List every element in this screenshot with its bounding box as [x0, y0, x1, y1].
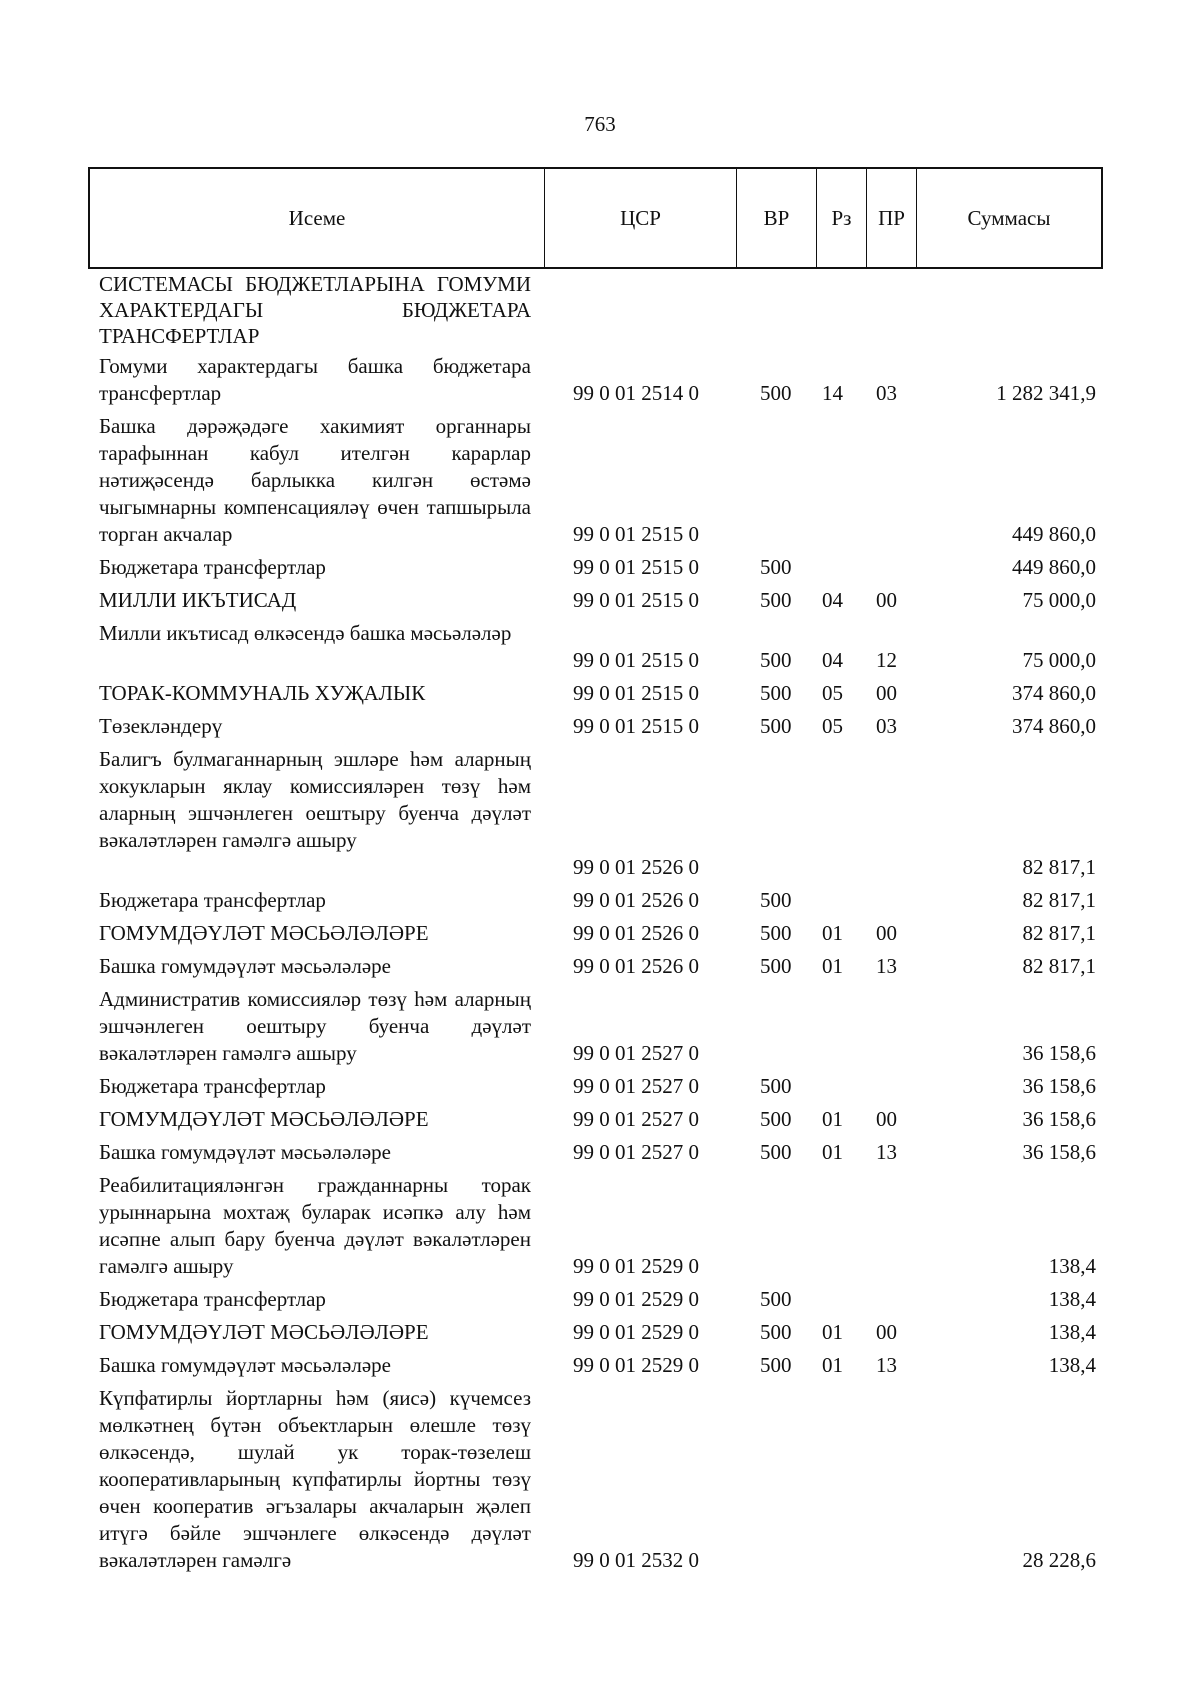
row-csr: 99 0 01 2529 0 — [573, 1287, 699, 1311]
table-row — [0, 1073, 1200, 1100]
row-pr: 00 — [876, 1320, 897, 1344]
table-header — [88, 167, 1103, 269]
row-pr: 00 — [876, 681, 897, 705]
row-name: СИСТЕМАСЫ БЮДЖЕТЛАРЫНА ГОМУМИ ХАРАКТЕРДАГЫ БЮДЖЕТАРА ТРАНСФЕРТЛАР — [99, 272, 531, 348]
row-name: Башка дәрәҗәдәге хакимият органнары тарафыннан кабул ителгән карарлар нәтиҗәсендә барлыкка килгән өстәмә чыгымнарны компенсацияләү өчен тапшырыла торган акчалар — [99, 414, 531, 546]
row-sum: 138,4 — [1048, 1254, 1096, 1278]
row-sum: 28 228,6 — [1022, 1548, 1096, 1572]
row-csr: 99 0 01 2529 0 — [573, 1320, 699, 1344]
row-sum: 138,4 — [1048, 1287, 1096, 1311]
row-csr: 99 0 01 2515 0 — [573, 522, 699, 546]
row-csr: 99 0 01 2527 0 — [573, 1041, 699, 1065]
row-pr: 00 — [876, 1107, 897, 1131]
row-vr: 500 — [760, 648, 792, 672]
row-sum: 36 158,6 — [1022, 1140, 1096, 1164]
row-sum: 374 860,0 — [1012, 681, 1096, 705]
table-row — [0, 554, 1200, 581]
row-name: Башка гомумдәүләт мәсьәләләре — [99, 1140, 391, 1164]
row-vr: 500 — [760, 1140, 792, 1164]
row-pr: 00 — [876, 921, 897, 945]
table-row — [0, 986, 1200, 1067]
table-row — [0, 1352, 1200, 1379]
row-vr: 500 — [760, 714, 792, 738]
table-row — [0, 620, 1200, 674]
row-sum: 82 817,1 — [1022, 888, 1096, 912]
row-pr: 13 — [876, 954, 897, 978]
table-row — [0, 1286, 1200, 1313]
row-csr: 99 0 01 2527 0 — [573, 1140, 699, 1164]
row-vr: 500 — [760, 588, 792, 612]
row-sum: 138,4 — [1048, 1320, 1096, 1344]
row-csr: 99 0 01 2515 0 — [573, 555, 699, 579]
table-row — [0, 353, 1200, 407]
row-name: ТОРАК-КОММУНАЛЬ ХУҖАЛЫК — [99, 681, 426, 705]
row-pr: 12 — [876, 648, 897, 672]
row-sum: 1 282 341,9 — [996, 381, 1096, 405]
row-sum: 36 158,6 — [1022, 1074, 1096, 1098]
row-name: Башка гомумдәүләт мәсьәләләре — [99, 954, 391, 978]
row-csr: 99 0 01 2529 0 — [573, 1254, 699, 1278]
row-csr: 99 0 01 2529 0 — [573, 1353, 699, 1377]
header-pr: ПР — [867, 169, 917, 267]
row-name: Милли икътисад өлкәсендә башка мәсьәләләр — [99, 621, 512, 645]
row-pr: 00 — [876, 588, 897, 612]
row-vr: 500 — [760, 888, 792, 912]
row-sum: 374 860,0 — [1012, 714, 1096, 738]
row-csr: 99 0 01 2526 0 — [573, 855, 699, 879]
row-name: МИЛЛИ ИКЪТИСАД — [99, 588, 297, 612]
row-name: Башка гомумдәүләт мәсьәләләре — [99, 1353, 391, 1377]
header-vr: ВР — [737, 169, 817, 267]
row-rz: 01 — [822, 954, 843, 978]
row-name: ГОМУМДӘҮЛӘТ МӘСЬӘЛӘЛӘРЕ — [99, 1320, 429, 1344]
table-row — [0, 713, 1200, 740]
row-csr: 99 0 01 2515 0 — [573, 681, 699, 705]
row-name: Бюджетара трансфертлар — [99, 1287, 326, 1311]
row-name: Административ комиссияләр төзү һәм аларның эшчәнлеген оештыру буенча дәүләт вәкаләтләрен гамәлгә ашыру — [99, 987, 531, 1065]
table-row — [0, 1106, 1200, 1133]
row-vr: 500 — [760, 1074, 792, 1098]
table-row — [0, 1319, 1200, 1346]
row-csr: 99 0 01 2515 0 — [573, 588, 699, 612]
row-sum: 82 817,1 — [1022, 921, 1096, 945]
row-csr: 99 0 01 2526 0 — [573, 954, 699, 978]
row-name: Бюджетара трансфертлар — [99, 888, 326, 912]
page-number: 763 — [584, 112, 616, 136]
row-rz: 01 — [822, 921, 843, 945]
row-csr: 99 0 01 2526 0 — [573, 888, 699, 912]
row-pr: 03 — [876, 714, 897, 738]
header-name: Исеме — [90, 169, 545, 267]
table-body — [0, 271, 1200, 1580]
row-sum: 36 158,6 — [1022, 1107, 1096, 1131]
header-sum: Суммасы — [967, 205, 1051, 230]
row-csr: 99 0 01 2532 0 — [573, 1548, 699, 1572]
row-sum: 36 158,6 — [1022, 1041, 1096, 1065]
table-row — [0, 746, 1200, 881]
row-name: Реабилитацияләнгән гражданнарны торак урыннарына мохтаҗ буларак исәпкә алу һәм исәпне алып бару буенча дәүләт вәкаләтләрен гамәлгә ашыру — [99, 1173, 531, 1278]
row-vr: 500 — [760, 681, 792, 705]
row-rz: 01 — [822, 1107, 843, 1131]
row-rz: 04 — [822, 648, 843, 672]
row-name: Күпфатирлы йортларны һәм (яисә) күчемсез мөлкәтнең бүтән объектларын өлешле төзү өлкәсендә, шулай ук торак-төзелеш кооперативларының күпфатирлы йортны төзү өчен кооператив әгъзалары акчаларын җәлеп итүгә бәйле эшчәнлеге өлкәсендә дәүләт вәкаләтләрен гамәлгә — [99, 1386, 531, 1572]
row-name: Бюджетара трансфертлар — [99, 555, 326, 579]
row-name: Бюджетара трансфертлар — [99, 1074, 326, 1098]
row-pr: 13 — [876, 1353, 897, 1377]
row-rz: 05 — [822, 681, 843, 705]
row-rz: 01 — [822, 1320, 843, 1344]
table-row — [0, 1172, 1200, 1280]
row-vr: 500 — [760, 555, 792, 579]
row-csr: 99 0 01 2515 0 — [573, 714, 699, 738]
row-vr: 500 — [760, 1107, 792, 1131]
row-csr: 99 0 01 2514 0 — [573, 381, 699, 405]
row-sum: 138,4 — [1048, 1353, 1096, 1377]
row-rz: 01 — [822, 1353, 843, 1377]
row-rz: 05 — [822, 714, 843, 738]
table-row — [0, 271, 1200, 349]
row-pr: 03 — [876, 381, 897, 405]
row-pr: 13 — [876, 1140, 897, 1164]
row-csr: 99 0 01 2526 0 — [573, 921, 699, 945]
table-row — [0, 953, 1200, 980]
row-vr: 500 — [760, 954, 792, 978]
row-name: Төзекләндерү — [99, 714, 223, 738]
row-vr: 500 — [760, 1353, 792, 1377]
row-sum: 75 000,0 — [1022, 588, 1096, 612]
row-vr: 500 — [760, 921, 792, 945]
row-sum: 449 860,0 — [1012, 555, 1096, 579]
row-vr: 500 — [760, 1320, 792, 1344]
row-sum: 82 817,1 — [1022, 954, 1096, 978]
row-name: Балигъ булмаганнарның эшләре һәм аларның хокукларын яклау комиссияләрен төзү һәм аларның эшчәнлеген оештыру буенча дәүләт вәкаләтләрен гамәлгә ашыру — [99, 747, 531, 852]
row-vr: 500 — [760, 1287, 792, 1311]
row-csr: 99 0 01 2515 0 — [573, 648, 699, 672]
row-rz: 04 — [822, 588, 843, 612]
table-row — [0, 887, 1200, 914]
row-sum: 449 860,0 — [1012, 522, 1096, 546]
row-sum: 82 817,1 — [1022, 855, 1096, 879]
row-name: ГОМУМДӘҮЛӘТ МӘСЬӘЛӘЛӘРЕ — [99, 921, 429, 945]
table-row — [0, 1385, 1200, 1574]
row-sum: 75 000,0 — [1022, 648, 1096, 672]
row-rz: 14 — [822, 381, 843, 405]
table-row — [0, 920, 1200, 947]
header-rz: Рз — [817, 169, 867, 267]
row-rz: 01 — [822, 1140, 843, 1164]
row-name: Гомуми характердагы башка бюджетара трансфертлар — [99, 354, 531, 405]
row-csr: 99 0 01 2527 0 — [573, 1107, 699, 1131]
row-name: ГОМУМДӘҮЛӘТ МӘСЬӘЛӘЛӘРЕ — [99, 1107, 429, 1131]
table-row — [0, 1139, 1200, 1166]
row-vr: 500 — [760, 381, 792, 405]
header-csr: ЦСР — [545, 169, 737, 267]
row-csr: 99 0 01 2527 0 — [573, 1074, 699, 1098]
table-row — [0, 680, 1200, 707]
table-row — [0, 587, 1200, 614]
table-row — [0, 413, 1200, 548]
